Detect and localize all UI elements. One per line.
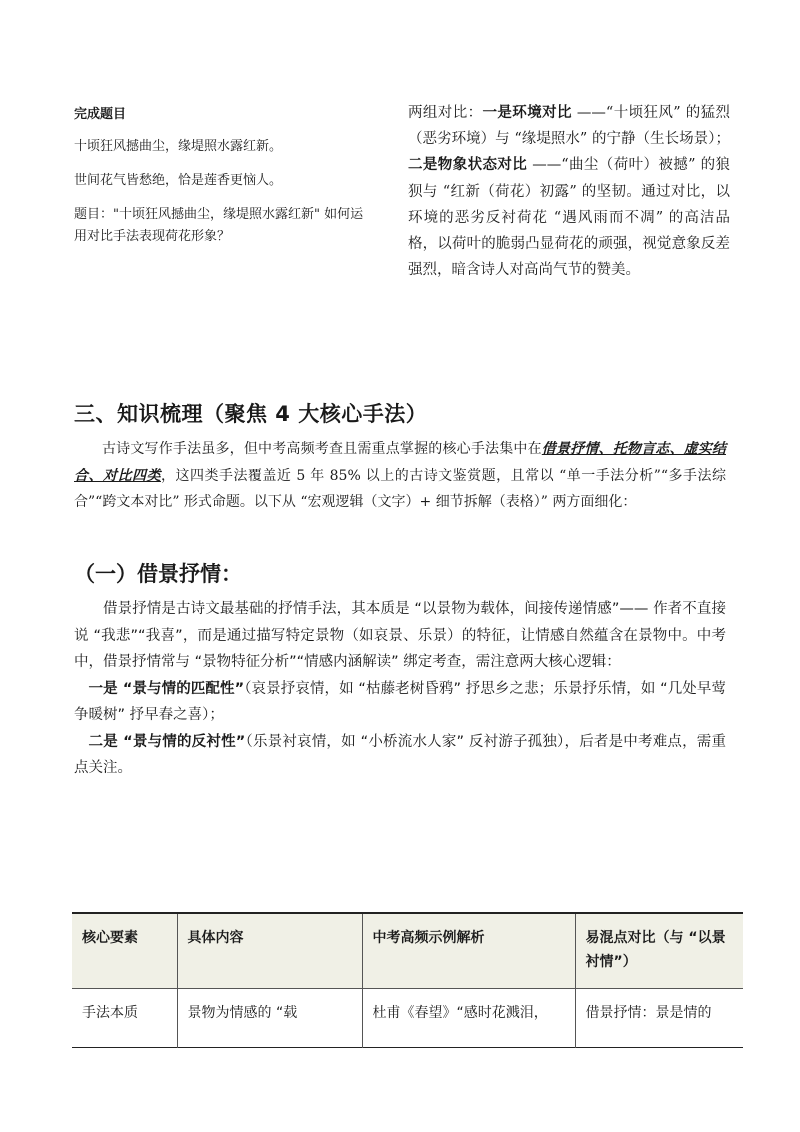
answer-text: ——“十顷狂风” 的猛烈（恶劣环境）与 “缘堤照水” 的宁静（生长场景）； (408, 105, 731, 148)
table-cell: 杜甫《春望》“感时花溅泪， (362, 989, 575, 1048)
poem-line-2: 世间花气皆愁绝，恰是莲香更恼人。 (74, 173, 283, 188)
intro-emphasis: 借景抒情、托物言志、虚实结合、对比四类 (74, 441, 726, 484)
table-header-row (72, 913, 743, 989)
logic-bold-2: 二是 “景与情的反衬性” (88, 733, 246, 750)
table-header: 具体内容 (177, 913, 362, 989)
answer-text: 两组对比： (408, 105, 483, 121)
exercise-block (74, 104, 374, 248)
subsection-heading: （一）借景抒情： (74, 562, 242, 586)
answer-text: ——“曲尘（荷叶）被撼” 的狼狈与 “红新（荷花）初露” 的坚韧。通过对比，以环境的恶劣反衬荷花 “遇风雨而不凋” 的高洁品格，以荷叶的脆弱凸显荷花的顽强，视觉意象反差强烈，暗含诗人对高尚气节的赞美。 (408, 157, 731, 279)
table-header: 易混点对比（与 “以景衬情”） (575, 913, 743, 989)
logic-point-1 (74, 676, 726, 729)
intro-text: ，这四类手法覆盖近 5 年 85% 以上的古诗文鉴赏题，且常以 “单一手法分析”“多手法综合”“跨文本对比” 形式命题。以下从 “宏观逻辑（文字）+ 细节拆解（表格）” 两方面细化： (74, 467, 726, 510)
table-header: 中考高频示例解析 (362, 913, 575, 989)
exercise-title: 完成题目 (74, 107, 127, 122)
intro-text: 古诗文写作手法虽多，但中考高频考查且需重点掌握的核心手法集中在 (102, 441, 542, 457)
table-cell: 景物为情感的 “载 (177, 989, 362, 1048)
section-heading: 三、知识梳理（聚焦 4 大核心手法） (74, 402, 428, 426)
subsection-body (74, 596, 726, 782)
logic-point-2 (74, 729, 726, 782)
answer-bold-1: 一是环境对比 (482, 104, 572, 121)
logic-text-1: （哀景抒哀情，如 “枯藤老树昏鸦” 抒思乡之悲；乐景抒乐情，如 “几处早莺争暖树” 抒早春之喜）； (74, 680, 726, 723)
table-header: 核心要素 (72, 913, 177, 989)
logic-text-2: （乐景衬哀情，如 “小桥流水人家” 反衬游子孤独），后者是中考难点，需重点关注。 (74, 733, 726, 776)
technique-table (72, 912, 743, 1048)
poem-line-1: 十顷狂风撼曲尘，缘堤照水露红新。 (74, 139, 283, 154)
answer-bold-2: 二是物象状态对比 (408, 156, 528, 174)
table-cell: 手法本质 (72, 989, 177, 1048)
table-row (72, 989, 743, 1048)
answer-block (408, 100, 730, 283)
table-cell: 借景抒情：景是情的 (575, 989, 743, 1048)
body-paragraph: 借景抒情是古诗文最基础的抒情手法，其本质是 “以景物为载体，间接传递情感”—— 作者不直接说 “我悲”“我喜”，而是通过描写特定景物（如哀景、乐景）的特征，让情感自然蕴含在景物中。中考中，借景抒情常与 “景物特征分析”“情感内涵解读” 绑定考查，需注意两大核心逻辑： (74, 601, 726, 670)
logic-bold-1: 一是 “景与情的匹配性” (88, 680, 245, 697)
exercise-question: 题目："十顷狂风撼曲尘，缘堤照水露红新" 如何运用对比手法表现荷花形象？ (74, 207, 364, 244)
section-intro (74, 436, 726, 516)
